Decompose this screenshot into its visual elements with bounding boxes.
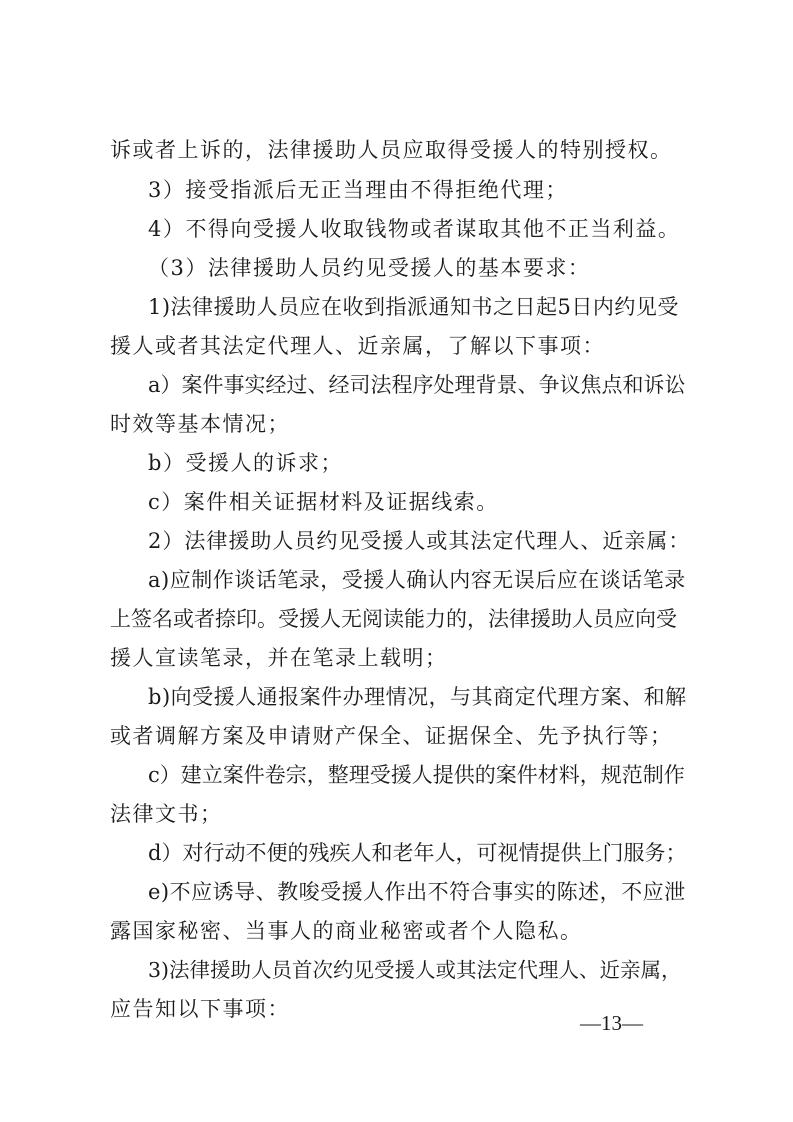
text-line: 时效等基本情况； (110, 412, 290, 436)
text-line: c）建立案件卷宗，整理受援人提供的案件材料，规范制作 (148, 763, 685, 787)
text-line: 援人或者其法定代理人、近亲属，了解以下事项： (110, 334, 605, 358)
text-line: a)应制作谈话笔录，受援人确认内容无误后应在谈话笔录 (148, 568, 686, 592)
text-line: 4）不得向受援人收取钱物或者谋取其他不正当利益。 (148, 217, 681, 241)
text-line: e)不应诱导、教唆受援人作出不符合事实的陈述，不应泄 (148, 880, 686, 904)
text-line: 1)法律援助人员应在收到指派通知书之日起5日内约见受 (148, 295, 679, 319)
text-line: 援人宣读笔录，并在笔录上载明； (110, 646, 448, 670)
page-number: —13— (580, 1011, 643, 1035)
text-line: （3）法律援助人员约见受援人的基本要求： (148, 256, 591, 280)
text-line: b）受援人的诉求； (148, 451, 343, 475)
text-line: 3）接受指派后无正当理由不得拒绝代理； (148, 178, 568, 202)
text-line: 上签名或者捺印。受援人无阅读能力的，法律援助人员应向受 (110, 607, 677, 631)
text-line: 应告知以下事项： (110, 997, 290, 1021)
text-line: 3)法律援助人员首次约见受援人或其法定代理人、近亲属， (148, 958, 682, 982)
text-line: a）案件事实经过、经司法程序处理背景、争议焦点和诉讼 (148, 373, 686, 397)
text-line: c）案件相关证据材料及证据线索。 (148, 490, 499, 514)
text-line: 2）法律援助人员约见受援人或其法定代理人、近亲属： (148, 529, 691, 553)
text-line: 诉或者上诉的，法律援助人员应取得受援人的特别授权。 (110, 138, 673, 162)
text-line: b)向受援人通报案件办理情况，与其商定代理方案、和解 (148, 685, 687, 709)
text-line: d）对行动不便的残疾人和老年人，可视情提供上门服务； (148, 841, 687, 865)
text-line: 露国家秘密、当事人的商业秘密或者个人隐私。 (110, 919, 583, 943)
text-line: 法律文书； (110, 802, 223, 826)
text-line: 或者调解方案及申请财产保全、证据保全、先予执行等； (110, 724, 673, 748)
